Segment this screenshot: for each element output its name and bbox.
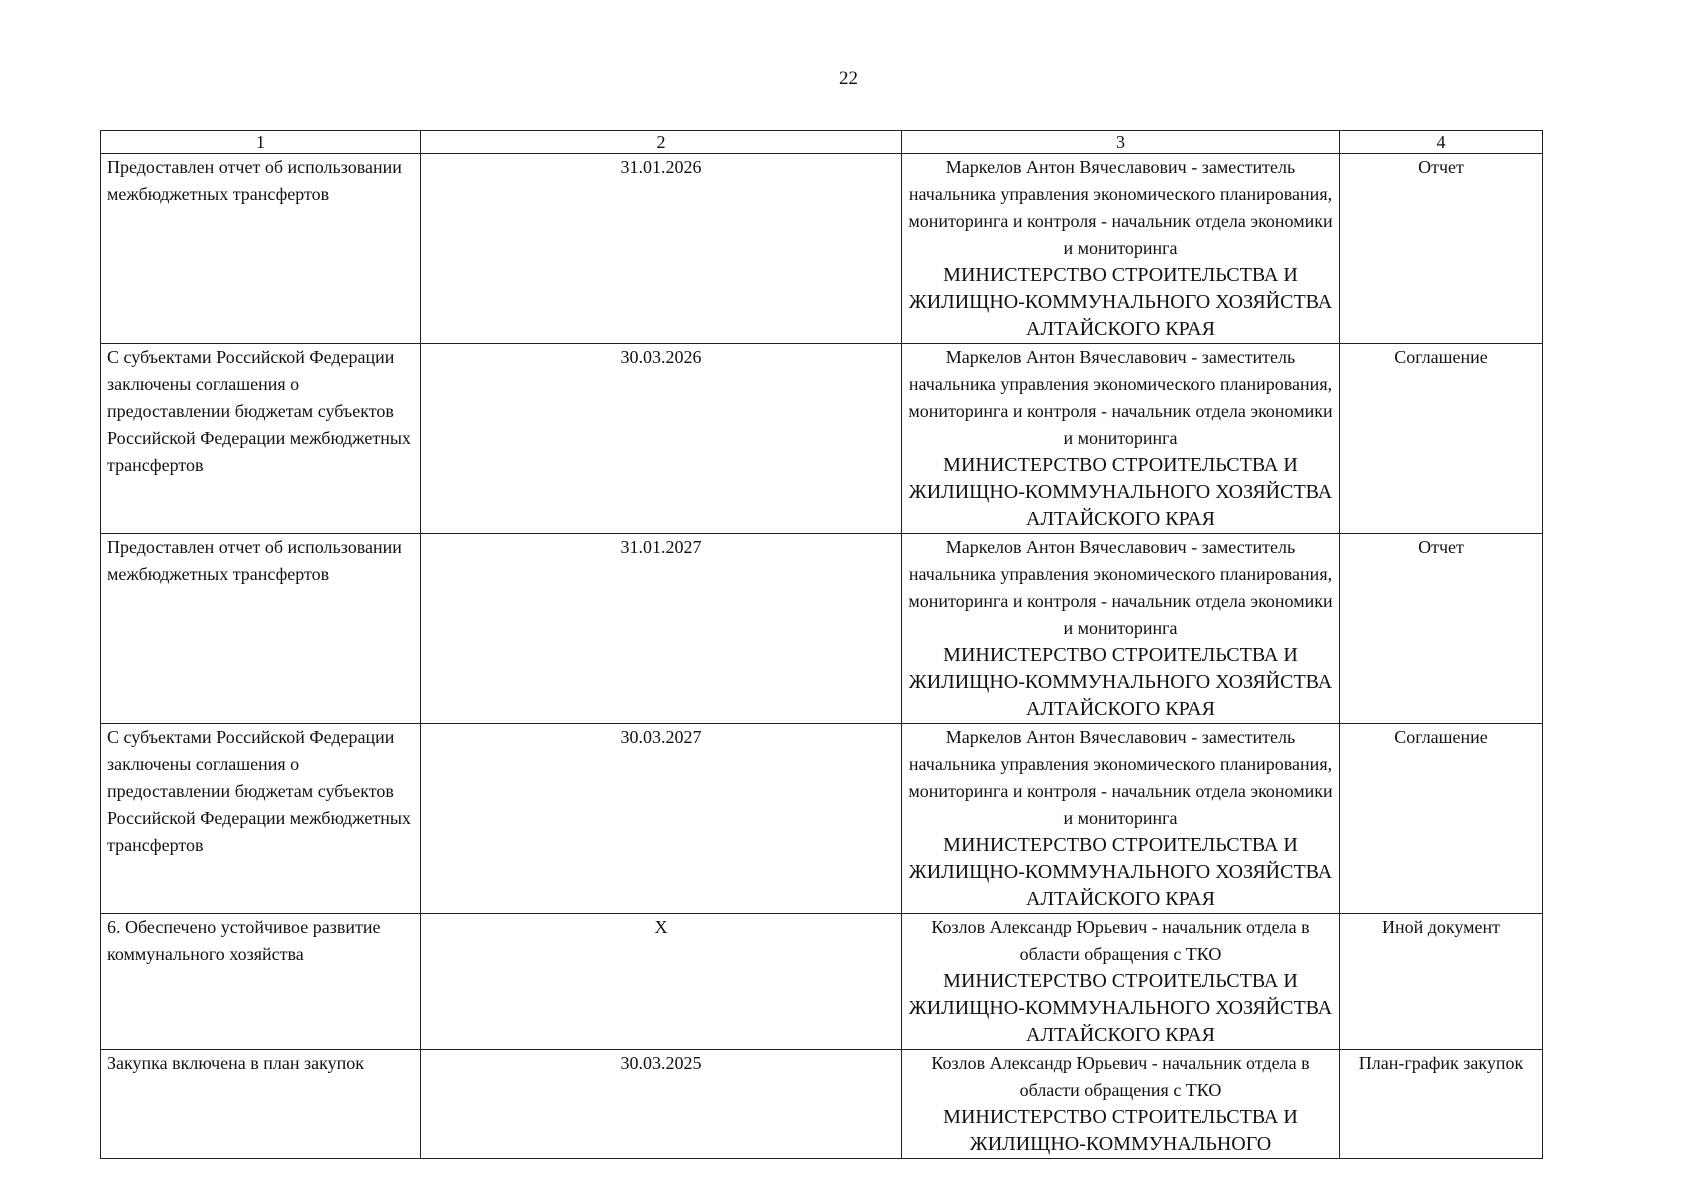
column-header-4: 4 — [1340, 131, 1543, 154]
row-document-type: План-график закупок — [1340, 1050, 1543, 1159]
row-description: С субъектами Российской Федерации заключены соглашения о предоставлении бюджетам субъектов Российской Федерации межбюджетных трансфертов — [101, 724, 421, 914]
row-responsible-cell — [902, 1050, 1340, 1159]
row-document-type: Отчет — [1340, 534, 1543, 724]
table-row — [101, 154, 1543, 344]
row-responsible-cell — [902, 344, 1340, 534]
row-date: 30.03.2027 — [421, 724, 902, 914]
responsible-person: Маркелов Антон Вячеславович - заместитель начальника управления экономического планирования, мониторинга и контроля - начальник отдела экономики и мониторинга — [908, 347, 1333, 448]
responsible-organization: МИНИСТЕРСТВО СТРОИТЕЛЬСТВА И ЖИЛИЩНО-КОММУНАЛЬНОГО ХОЗЯЙСТВА АЛТАЙСКОГО КРАЯ — [908, 264, 1333, 340]
responsible-organization: МИНИСТЕРСТВО СТРОИТЕЛЬСТВА И ЖИЛИЩНО-КОММУНАЛЬНОГО ХОЗЯЙСТВА АЛТАЙСКОГО КРАЯ — [908, 970, 1333, 1046]
responsible-person: Козлов Александр Юрьевич - начальник отдела в области обращения с ТКО — [931, 1053, 1310, 1100]
column-header-2: 2 — [421, 131, 902, 154]
row-description: Предоставлен отчет об использовании межбюджетных трансфертов — [101, 154, 421, 344]
responsible-organization: МИНИСТЕРСТВО СТРОИТЕЛЬСТВА И ЖИЛИЩНО-КОММУНАЛЬНОГО ХОЗЯЙСТВА АЛТАЙСКОГО КРАЯ — [908, 454, 1333, 530]
row-date: 31.01.2026 — [421, 154, 902, 344]
table-row — [101, 344, 1543, 534]
responsible-person: Маркелов Антон Вячеславович - заместитель начальника управления экономического планирования, мониторинга и контроля - начальник отдела экономики и мониторинга — [908, 157, 1333, 258]
row-document-type: Отчет — [1340, 154, 1543, 344]
row-responsible-cell — [902, 534, 1340, 724]
row-responsible-cell — [902, 154, 1340, 344]
table-row — [101, 534, 1543, 724]
row-document-type: Иной документ — [1340, 914, 1543, 1050]
row-description: Предоставлен отчет об использовании межбюджетных трансфертов — [101, 534, 421, 724]
column-header-3: 3 — [902, 131, 1340, 154]
responsible-organization: МИНИСТЕРСТВО СТРОИТЕЛЬСТВА И ЖИЛИЩНО-КОММУНАЛЬНОГО ХОЗЯЙСТВА АЛТАЙСКОГО КРАЯ — [908, 834, 1333, 910]
row-date: 30.03.2025 — [421, 1050, 902, 1159]
table-row — [101, 914, 1543, 1050]
table-row — [101, 1050, 1543, 1159]
row-document-type: Соглашение — [1340, 344, 1543, 534]
row-document-type: Соглашение — [1340, 724, 1543, 914]
table-row — [101, 724, 1543, 914]
row-description: Закупка включена в план закупок — [101, 1050, 421, 1159]
plan-table — [100, 130, 1543, 1159]
row-responsible-cell — [902, 914, 1340, 1050]
row-responsible-cell — [902, 724, 1340, 914]
responsible-person: Маркелов Антон Вячеславович - заместитель начальника управления экономического планирования, мониторинга и контроля - начальник отдела экономики и мониторинга — [908, 537, 1333, 638]
row-date: 30.03.2026 — [421, 344, 902, 534]
row-description: С субъектами Российской Федерации заключены соглашения о предоставлении бюджетам субъектов Российской Федерации межбюджетных трансфертов — [101, 344, 421, 534]
table-header-row — [101, 131, 1543, 154]
row-date: 31.01.2027 — [421, 534, 902, 724]
responsible-organization: МИНИСТЕРСТВО СТРОИТЕЛЬСТВА И ЖИЛИЩНО-КОММУНАЛЬНОГО ХОЗЯЙСТВА АЛТАЙСКОГО КРАЯ — [908, 644, 1333, 720]
row-date: X — [421, 914, 902, 1050]
responsible-organization: МИНИСТЕРСТВО СТРОИТЕЛЬСТВА И ЖИЛИЩНО-КОММУНАЛЬНОГО — [943, 1106, 1298, 1155]
page-number: 22 — [839, 68, 858, 89]
row-description: 6. Обеспечено устойчивое развитие коммунального хозяйства — [101, 914, 421, 1050]
column-header-1: 1 — [101, 131, 421, 154]
responsible-person: Козлов Александр Юрьевич - начальник отдела в области обращения с ТКО — [931, 917, 1310, 964]
responsible-person: Маркелов Антон Вячеславович - заместитель начальника управления экономического планирования, мониторинга и контроля - начальник отдела экономики и мониторинга — [908, 727, 1333, 828]
